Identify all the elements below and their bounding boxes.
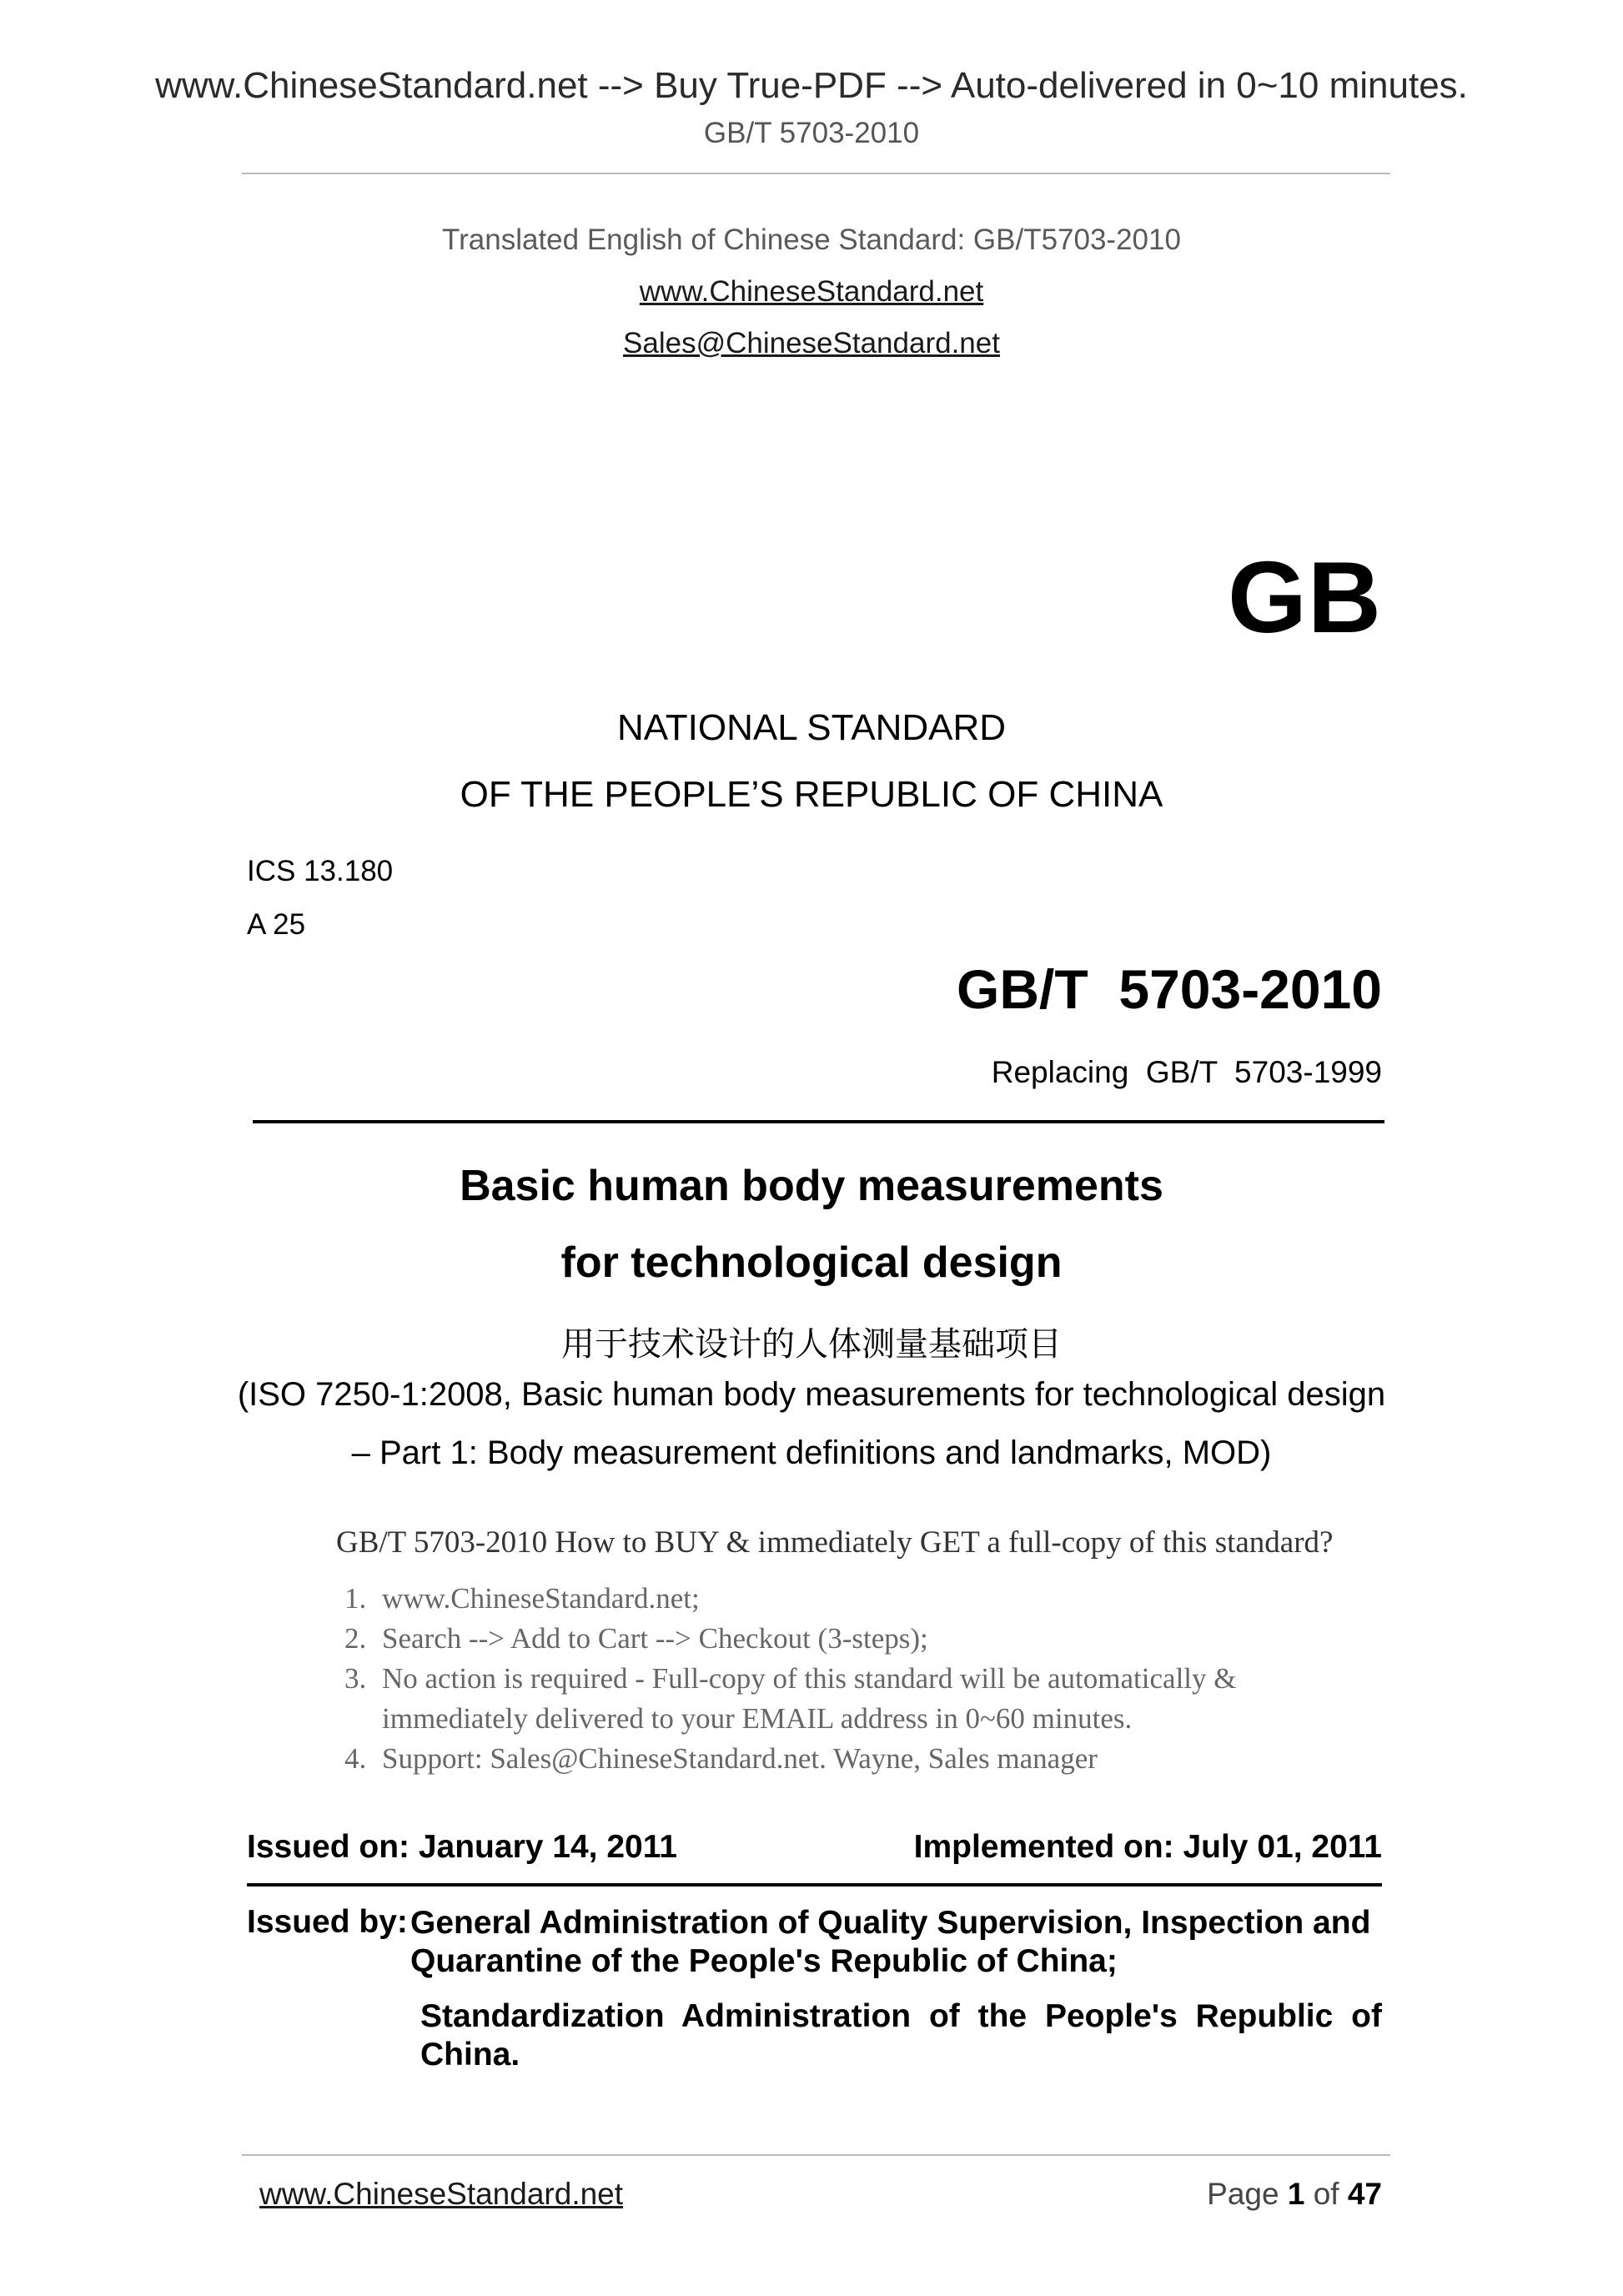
national-standard-line-1: NATIONAL STANDARD <box>616 707 1007 748</box>
buy-steps-list <box>336 1579 1362 1779</box>
footer-site-link[interactable]: www.ChineseStandard.net <box>259 2177 624 2211</box>
ccs-code: A 25 <box>247 908 306 941</box>
buy-step <box>336 1619 1362 1659</box>
site-link-row <box>0 275 1623 309</box>
email-link-row <box>0 327 1623 360</box>
iso-reference-line-2: – Part 1: Body measurement definitions and landmarks, MOD) <box>351 1434 1272 1471</box>
step-number: 4. <box>344 1742 367 1775</box>
replacing-note: Replacing GB/T 5703-1999 <box>991 1055 1382 1089</box>
title-divider <box>253 1120 1384 1123</box>
buy-instructions <box>336 1525 1362 1779</box>
step-text: www.ChineseStandard.net; <box>382 1582 700 1615</box>
page-of: of <box>1313 2177 1339 2211</box>
standard-number: GB/T 5703-2010 <box>957 958 1382 1020</box>
email-link[interactable]: Sales@ChineseStandard.net <box>623 327 1000 359</box>
step-text: Search --> Add to Cart --> Checkout (3-steps); <box>382 1622 928 1655</box>
page-current: 1 <box>1287 2177 1305 2211</box>
buy-step <box>336 1739 1362 1779</box>
site-link[interactable]: www.ChineseStandard.net <box>639 275 984 308</box>
page-indicator <box>1207 2177 1382 2212</box>
iso-reference-line-1: (ISO 7250-1:2008, Basic human body measurements for technological design <box>237 1376 1386 1413</box>
ics-code: ICS 13.180 <box>247 855 394 887</box>
step-text: Support: Sales@ChineseStandard.net. Wayne, Sales manager <box>382 1742 1098 1775</box>
document-title-line-1: Basic human body measurements <box>460 1162 1163 1210</box>
page-total: 47 <box>1347 2177 1382 2211</box>
buy-step <box>336 1659 1362 1739</box>
footer-divider <box>242 2154 1390 2156</box>
issued-by-label: Issued by: <box>247 1904 408 1940</box>
chinese-title: 用于技术设计的人体测量基础项目 <box>561 1325 1062 1364</box>
implemented-on-date: Implemented on: July 01, 2011 <box>913 1829 1382 1865</box>
issuer-primary: General Administration of Quality Supervision, Inspection and Quarantine of the People's Republic of China; <box>410 1905 1371 1979</box>
issued-on-date: Issued on: January 14, 2011 <box>247 1829 677 1865</box>
step-number: 2. <box>344 1622 367 1655</box>
header-standard-ref: GB/T 5703-2010 <box>703 117 920 149</box>
issued-by-block <box>247 1904 1382 2074</box>
buy-instructions-title: GB/T 5703-2010 How to BUY & immediately GET a full-copy of this standard? <box>336 1525 1334 1560</box>
issue-divider <box>247 1883 1382 1887</box>
header-divider <box>242 173 1390 174</box>
national-standard-line-2: OF THE PEOPLE’S REPUBLIC OF CHINA <box>460 774 1163 815</box>
gb-logo: GB <box>1228 540 1382 654</box>
step-number: 3. <box>344 1662 367 1695</box>
header-banner: www.ChineseStandard.net --> Buy True-PDF --> Auto-delivered in 0~10 minutes. <box>155 65 1468 106</box>
buy-step <box>336 1579 1362 1619</box>
step-number: 1. <box>344 1582 367 1615</box>
document-title-line-2: for technological design <box>560 1238 1063 1287</box>
issuer-secondary: Standardization Administration of the People's Republic of China. <box>420 1998 1382 2072</box>
translated-notice: Translated English of Chinese Standard: GB/T5703-2010 <box>442 224 1181 256</box>
step-text: No action is required - Full-copy of this standard will be automatically & immediately delivered to your EMAIL address in 0~60 minutes. <box>382 1662 1237 1735</box>
page-word: Page <box>1207 2177 1279 2211</box>
